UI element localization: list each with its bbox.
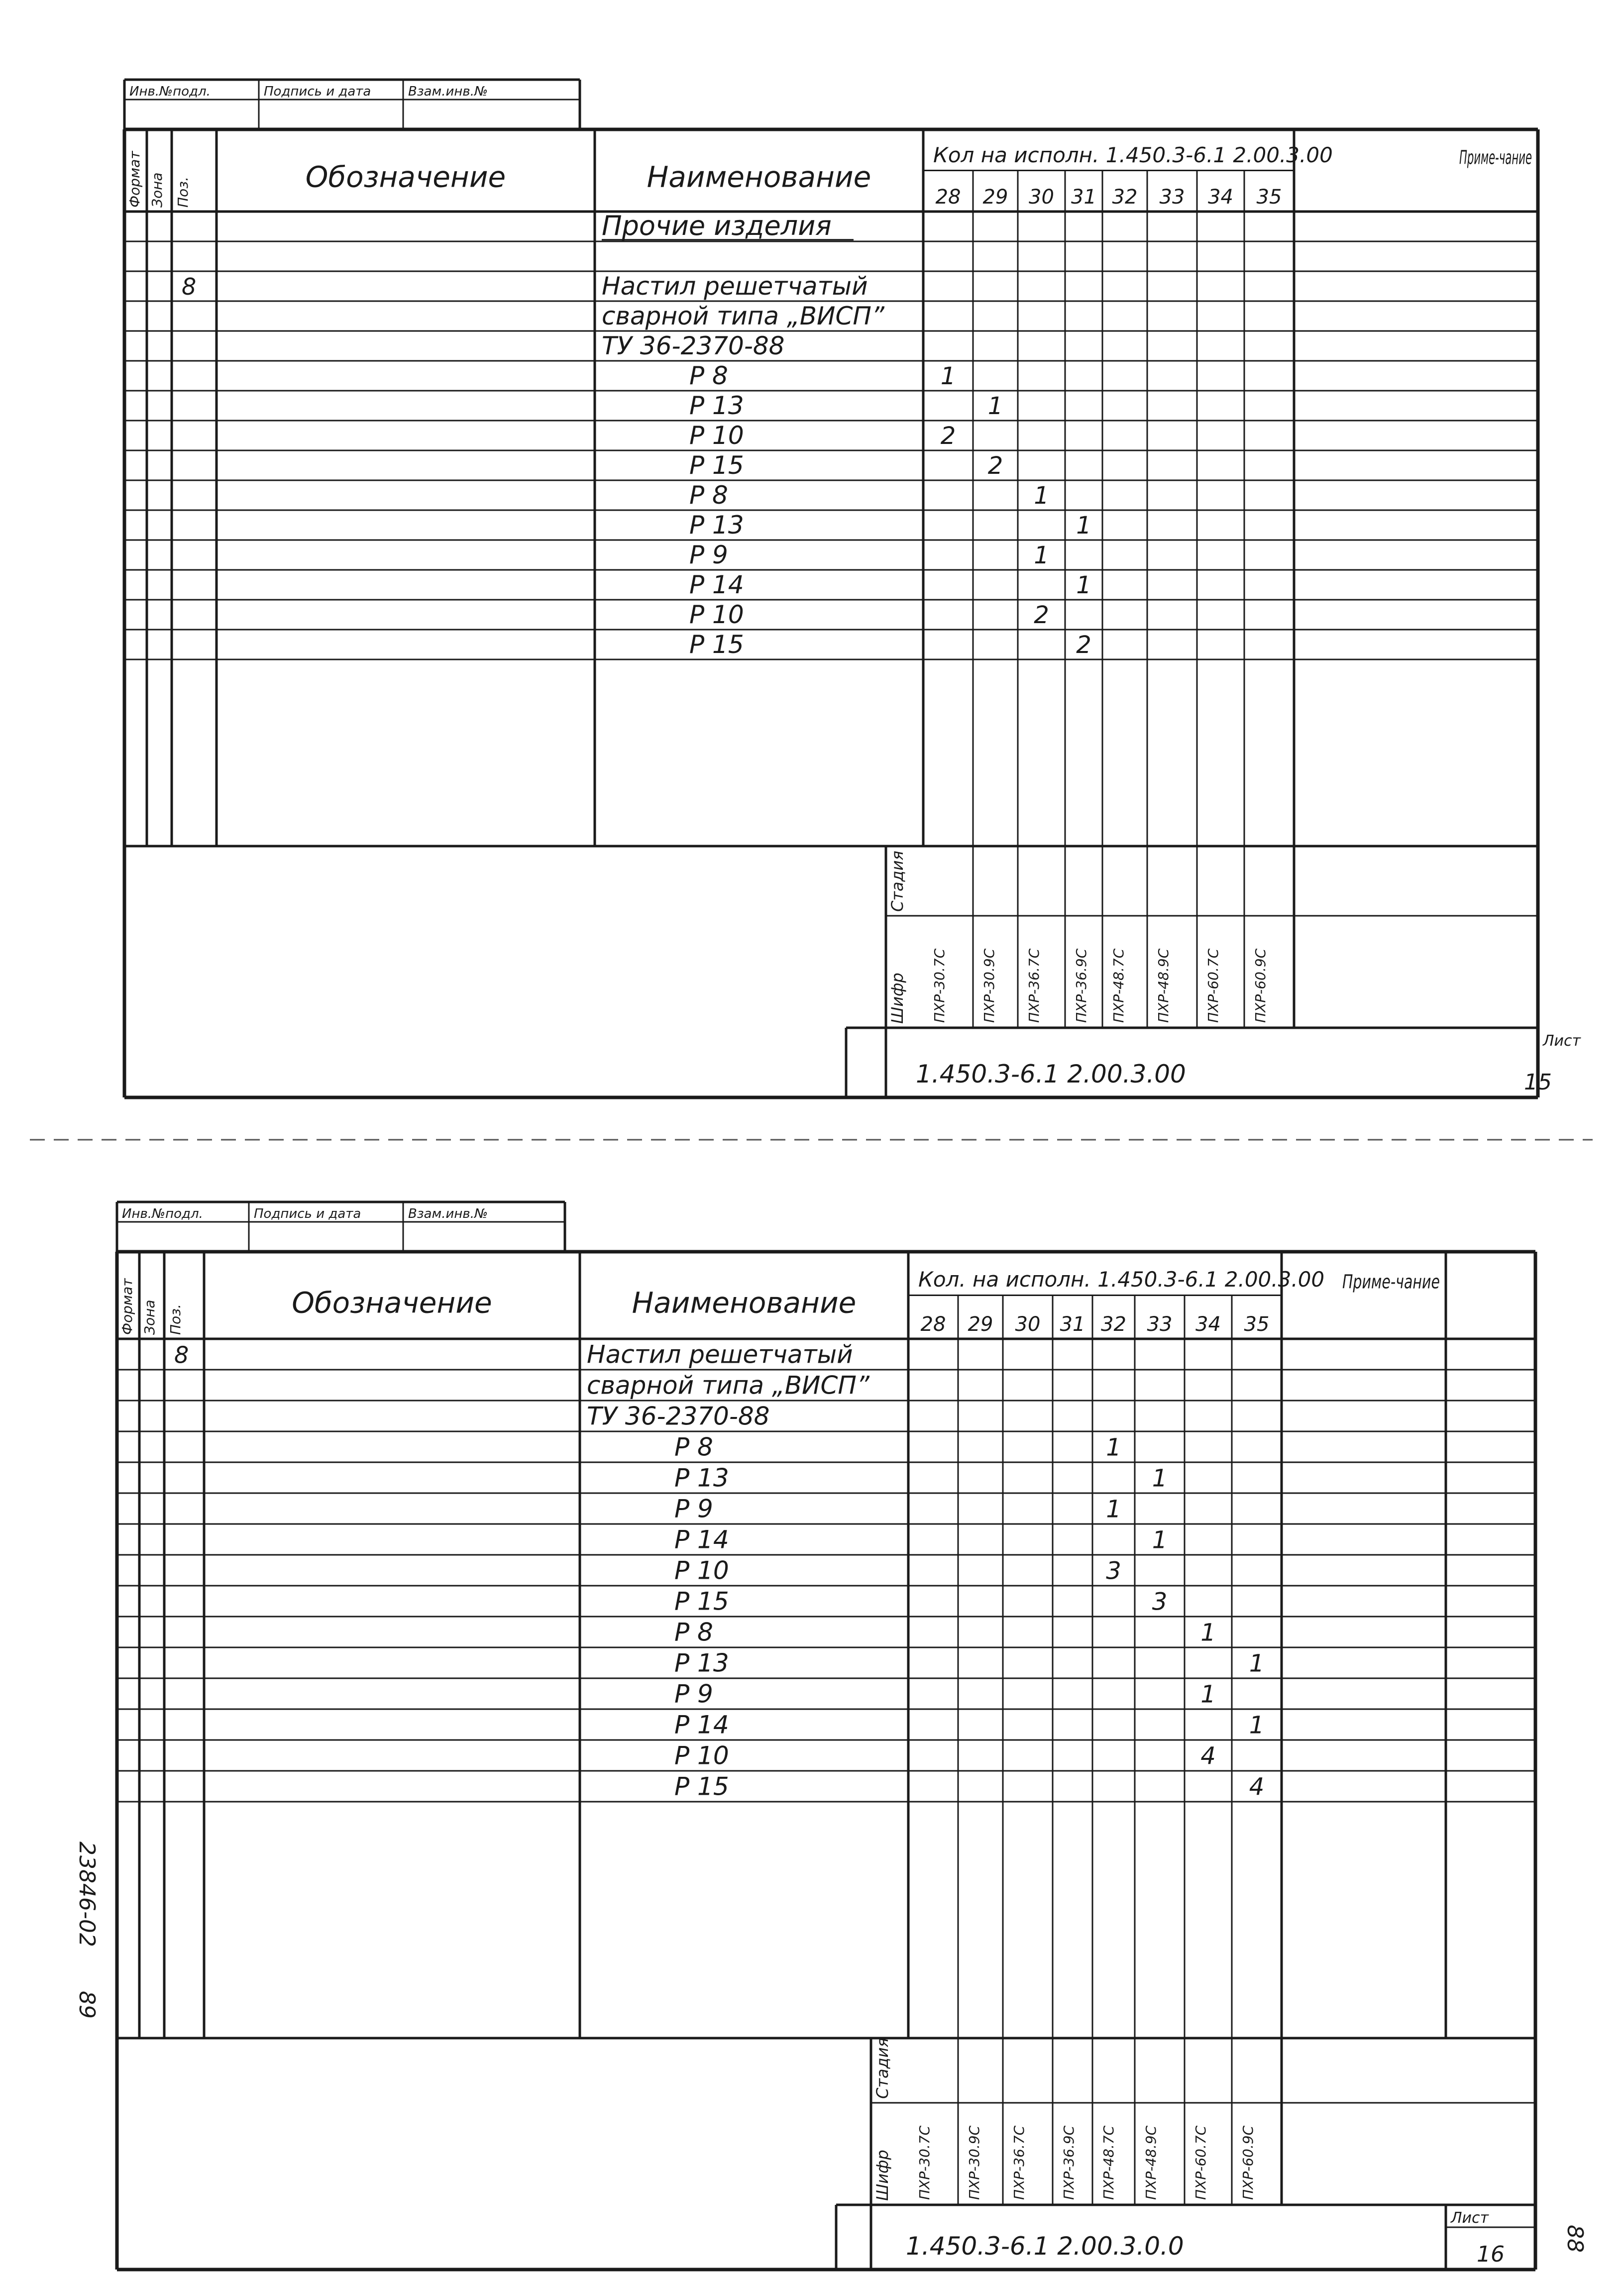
row-name: Р 14 — [689, 570, 744, 599]
quantity-cell: 4 — [1200, 1742, 1216, 1770]
sheet-number: 15 — [1524, 1070, 1552, 1095]
cipher-7: ПХР-60.9С — [1240, 2125, 1256, 2200]
header-zone: Зона — [141, 1300, 158, 1335]
row-name: Р 9 — [674, 1494, 713, 1523]
row-name: Р 13 — [674, 1648, 729, 1678]
row-name: Р 13 — [689, 510, 744, 540]
quantity-cell: 3 — [1106, 1557, 1121, 1585]
sheet-label: Лист — [1543, 1032, 1581, 1050]
archive-number: 23846-02 — [74, 1842, 100, 1947]
stamp-signature-label: Подпись и дата — [264, 84, 371, 99]
row-name: ТУ 36-2370-88 — [587, 1402, 770, 1431]
quantity-cell: 1 — [1200, 1619, 1216, 1647]
row-name: Р 15 — [674, 1772, 729, 1801]
quantity-cell: 1 — [1249, 1649, 1265, 1678]
column-number-30: 30 — [1029, 186, 1054, 209]
cipher-3: ПХР-36.9С — [1073, 948, 1089, 1023]
row-name: Р 14 — [674, 1525, 729, 1554]
quantity-cell: 2 — [1076, 631, 1091, 659]
stamp-inv-label: Инв.№подл. — [122, 1206, 203, 1221]
column-number-28: 28 — [935, 186, 961, 209]
row-name: Настил решетчатый — [587, 1340, 853, 1369]
row-name: Р 13 — [674, 1463, 729, 1493]
specification-sheet-15 — [124, 80, 1582, 1097]
margin-notes — [74, 1842, 1588, 2253]
column-number-35: 35 — [1256, 186, 1282, 209]
column-number-32: 32 — [1112, 186, 1138, 209]
quantity-cell: 1 — [1034, 541, 1049, 569]
header-designation: Обозначение — [292, 1286, 492, 1320]
column-number-29: 29 — [982, 186, 1008, 209]
section-title: Прочие изделия — [602, 210, 832, 241]
row-name: сварной типа „ВИСП” — [587, 1371, 869, 1400]
cipher-3: ПХР-36.9С — [1061, 2125, 1077, 2200]
column-number-35: 35 — [1244, 1313, 1270, 1336]
sheet-number: 16 — [1477, 2242, 1505, 2267]
row-name: Р 10 — [674, 1741, 729, 1770]
cipher-2: ПХР-36.7С — [1011, 2125, 1027, 2200]
quantity-cell: 1 — [1106, 1495, 1121, 1523]
quantity-cell: 2 — [940, 422, 956, 450]
row-name: Р 8 — [674, 1618, 713, 1647]
row-name: ТУ 36-2370-88 — [602, 331, 785, 360]
row-name: Р 8 — [689, 361, 728, 390]
row-name: Р 15 — [674, 1587, 729, 1616]
quantity-cell: 1 — [1200, 1680, 1216, 1709]
cipher-4: ПХР-48.7С — [1100, 2125, 1117, 2200]
row-name: Р 8 — [689, 480, 728, 510]
cipher-5: ПХР-48.9С — [1155, 948, 1172, 1023]
row-name: Р 10 — [689, 600, 744, 629]
quantity-cell: 1 — [940, 362, 956, 390]
column-number-34: 34 — [1208, 186, 1233, 209]
cipher-4: ПХР-48.7С — [1110, 948, 1127, 1023]
row-position: 8 — [174, 1341, 189, 1369]
row-name: Р 15 — [689, 450, 744, 480]
column-number-34: 34 — [1195, 1313, 1221, 1336]
cipher-label: Шифр — [873, 2150, 892, 2201]
stage-label: Стадия — [873, 2038, 892, 2099]
cipher-2: ПХР-36.7С — [1026, 948, 1042, 1023]
column-number-33: 33 — [1147, 1313, 1173, 1336]
specification-sheet-16 — [117, 1202, 1535, 2270]
quantity-cell: 1 — [1249, 1711, 1265, 1739]
row-name: Р 9 — [674, 1679, 713, 1709]
header-format: Формат — [126, 151, 143, 208]
sheet-label: Лист — [1451, 2209, 1489, 2227]
cipher-6: ПХР-60.7С — [1205, 948, 1221, 1023]
column-number-31: 31 — [1071, 186, 1096, 209]
quantity-cell: 1 — [1076, 511, 1091, 540]
column-number-33: 33 — [1159, 186, 1185, 209]
header-name: Наименование — [647, 160, 871, 194]
header-note: Приме-чание — [1459, 146, 1532, 169]
stage-label: Стадия — [888, 851, 907, 912]
cipher-7: ПХР-60.9С — [1252, 948, 1269, 1023]
quantity-cell: 4 — [1249, 1773, 1265, 1801]
stamp-signature-label: Подпись и дата — [254, 1206, 361, 1221]
document-number: 1.450.3-6.1 2.00.3.0.0 — [906, 2232, 1184, 2261]
row-name: сварной типа „ВИСП” — [602, 301, 884, 330]
document-number: 1.450.3-6.1 2.00.3.00 — [916, 1060, 1186, 1088]
cipher-1: ПХР-30.9С — [981, 948, 997, 1023]
quantity-cell: 1 — [1076, 571, 1091, 599]
cipher-0: ПХР-30.7С — [916, 2125, 933, 2200]
column-number-31: 31 — [1060, 1313, 1085, 1336]
row-name: Р 10 — [674, 1556, 729, 1585]
quantity-cell: 2 — [1034, 601, 1049, 629]
cipher-6: ПХР-60.7С — [1192, 2125, 1209, 2200]
cipher-label: Шифр — [888, 973, 907, 1024]
quantity-cell: 1 — [1034, 481, 1049, 510]
row-name: Р 13 — [689, 391, 744, 420]
quantity-cell: 1 — [1152, 1526, 1168, 1554]
header-format: Формат — [119, 1278, 135, 1335]
row-name: Р 10 — [689, 421, 744, 450]
column-number-32: 32 — [1101, 1313, 1126, 1336]
quantity-cell: 3 — [1152, 1588, 1168, 1616]
cipher-5: ПХР-48.9С — [1143, 2125, 1159, 2200]
column-number-29: 29 — [968, 1313, 993, 1336]
row-name: Р 15 — [689, 630, 744, 659]
row-name: Настил решетчатый — [602, 271, 868, 301]
row-name: Р 9 — [689, 540, 728, 569]
header-position: Поз. — [167, 1304, 184, 1335]
header-position: Поз. — [175, 177, 191, 208]
header-name: Наименование — [632, 1286, 857, 1320]
margin-page-number: 89 — [74, 1991, 100, 2019]
header-quantity: Кол на исполн. 1.450.3-6.1 2.00.3.00 — [933, 143, 1333, 167]
cipher-0: ПХР-30.7С — [931, 948, 948, 1023]
header-zone: Зона — [149, 172, 165, 208]
quantity-cell: 1 — [1152, 1464, 1168, 1493]
column-number-30: 30 — [1015, 1313, 1041, 1336]
stamp-inv-label: Инв.№подл. — [129, 84, 211, 99]
header-note: Приме-чание — [1342, 1271, 1440, 1293]
stamp-replace-label: Взам.инв.№ — [408, 84, 488, 99]
quantity-cell: 2 — [987, 451, 1003, 480]
header-designation: Обозначение — [305, 160, 506, 194]
row-name: Р 14 — [674, 1710, 729, 1739]
header-quantity: Кол. на исполн. 1.450.3-6.1 2.00.3.00 — [918, 1267, 1325, 1292]
row-position: 8 — [182, 273, 197, 300]
column-number-28: 28 — [920, 1313, 946, 1336]
stamp-replace-label: Взам.инв.№ — [408, 1206, 488, 1221]
margin-page-number-2: 88 — [1562, 2225, 1588, 2253]
cipher-1: ПХР-30.9С — [966, 2125, 982, 2200]
row-name: Р 8 — [674, 1432, 713, 1462]
quantity-cell: 1 — [987, 392, 1003, 420]
quantity-cell: 1 — [1106, 1433, 1121, 1462]
